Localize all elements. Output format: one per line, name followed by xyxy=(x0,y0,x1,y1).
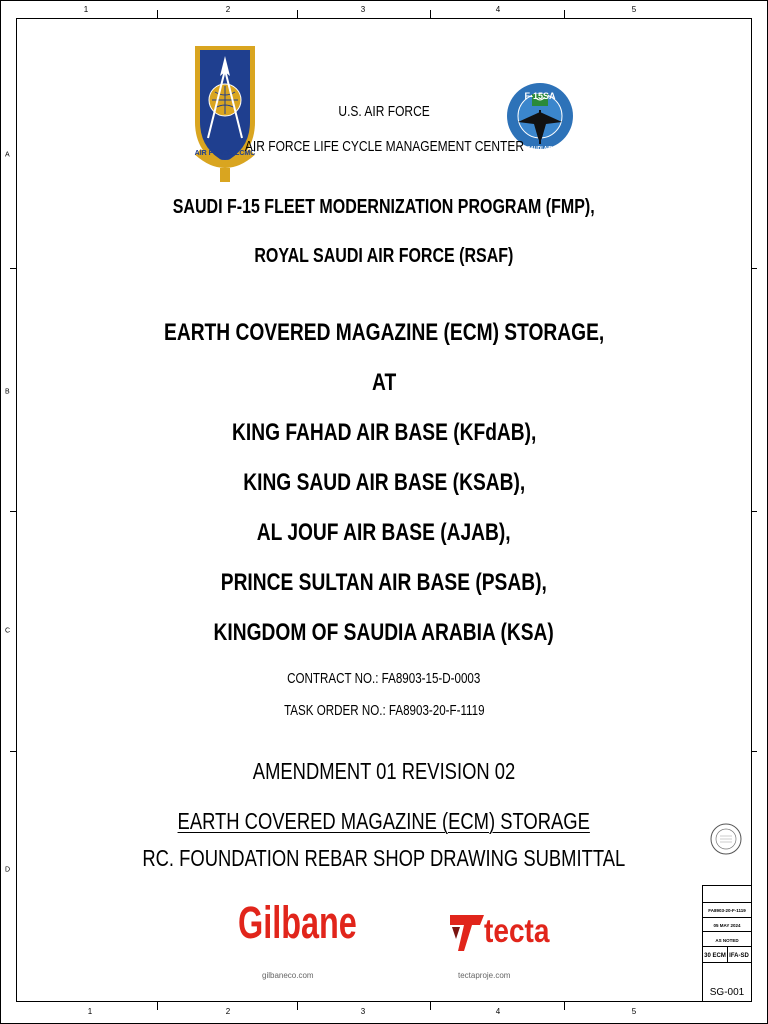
program-line-1: SAUDI F-15 FLEET MODERNIZATION PROGRAM (FMP), xyxy=(173,196,595,218)
zone-tick xyxy=(297,10,298,18)
zone-tick xyxy=(751,751,757,752)
title-block-date: 05 MAY 2024 xyxy=(703,917,751,932)
seal-right-text: ROYAL SAUDI AIR FORCE xyxy=(508,146,572,152)
zone-tick xyxy=(564,1002,565,1010)
tecta-url: tectaproje.com xyxy=(458,971,511,980)
org-line-1: U.S. AIR FORCE xyxy=(338,103,430,120)
zone-columns-top xyxy=(16,0,752,18)
zone-column-label: 2 xyxy=(225,1007,231,1016)
zone-tick xyxy=(10,511,16,512)
title-block-facility-row xyxy=(703,946,751,963)
title-block-scale: AS NOTED xyxy=(703,931,751,947)
tecta-mark-icon xyxy=(450,911,484,951)
sheet-number: SG-001 xyxy=(709,987,745,998)
zone-row-label: D xyxy=(5,866,11,874)
project-line: AT xyxy=(371,369,397,396)
title-block-package: IFA-SD xyxy=(729,953,749,959)
org-line-2: AIR FORCE LIFE CYCLE MANAGEMENT CENTER xyxy=(244,138,524,155)
zone-column-label: 2 xyxy=(225,5,231,14)
zone-column-label: 1 xyxy=(83,5,89,14)
zone-tick xyxy=(564,10,565,18)
zone-tick xyxy=(10,268,16,269)
gilbane-url: gilbaneco.com xyxy=(262,971,314,980)
title-block xyxy=(702,885,751,1001)
gilbane-logo: Gilbane xyxy=(238,897,357,948)
title-block-header xyxy=(703,886,751,903)
tecta-wordmark: tecta xyxy=(484,912,550,949)
tecta-logo xyxy=(450,911,550,951)
task-order-number: TASK ORDER NO.: FA8903-20-F-1119 xyxy=(283,703,485,719)
zone-tick xyxy=(430,1002,431,1010)
zone-column-label: 4 xyxy=(495,5,501,14)
zone-tick xyxy=(751,511,757,512)
zone-column-label: 1 xyxy=(87,1007,93,1016)
program-line-2: ROYAL SAUDI AIR FORCE (RSAF) xyxy=(254,245,514,267)
zone-column-label: 3 xyxy=(360,5,366,14)
project-line: EARTH COVERED MAGAZINE (ECM) STORAGE, xyxy=(163,319,605,346)
zone-tick xyxy=(297,1002,298,1010)
zone-column-label: 5 xyxy=(631,5,637,14)
seal-left-text: AIR FORCE LCMC xyxy=(194,150,256,157)
zone-row-label: B xyxy=(5,388,10,396)
submittal-title-line-2: RC. FOUNDATION REBAR SHOP DRAWING SUBMITTAL xyxy=(142,845,626,871)
zone-row-label: C xyxy=(5,627,11,635)
zone-column-label: 4 xyxy=(495,1007,501,1016)
zone-tick xyxy=(10,751,16,752)
project-line: KING FAHAD AIR BASE (KFdAB), xyxy=(231,419,537,446)
amendment-revision: AMENDMENT 01 REVISION 02 xyxy=(252,758,516,784)
title-block-facility: 30 ECM xyxy=(704,953,726,959)
project-line: PRINCE SULTAN AIR BASE (PSAB), xyxy=(220,569,548,596)
zone-row-label: A xyxy=(5,151,10,159)
submittal-title-line-1: EARTH COVERED MAGAZINE (ECM) STORAGE xyxy=(177,808,591,834)
zone-columns-bottom xyxy=(16,1002,752,1020)
zone-column-label: 5 xyxy=(631,1007,637,1016)
zone-tick xyxy=(157,10,158,18)
zone-tick xyxy=(430,10,431,18)
zone-tick xyxy=(157,1002,158,1010)
project-line: KING SAUD AIR BASE (KSAB), xyxy=(243,469,525,496)
title-block-contract: FA8903-20-F-1119 xyxy=(703,902,751,918)
engineer-stamp-icon xyxy=(709,814,743,864)
project-line: AL JOUF AIR BASE (AJAB), xyxy=(257,519,511,546)
contract-number: CONTRACT NO.: FA8903-15-D-0003 xyxy=(287,671,481,687)
seal-right-top: F-15SA xyxy=(524,91,556,101)
project-line: KINGDOM OF SAUDIA ARABIA (KSA) xyxy=(213,619,555,646)
zone-tick xyxy=(751,268,757,269)
zone-column-label: 3 xyxy=(360,1007,366,1016)
